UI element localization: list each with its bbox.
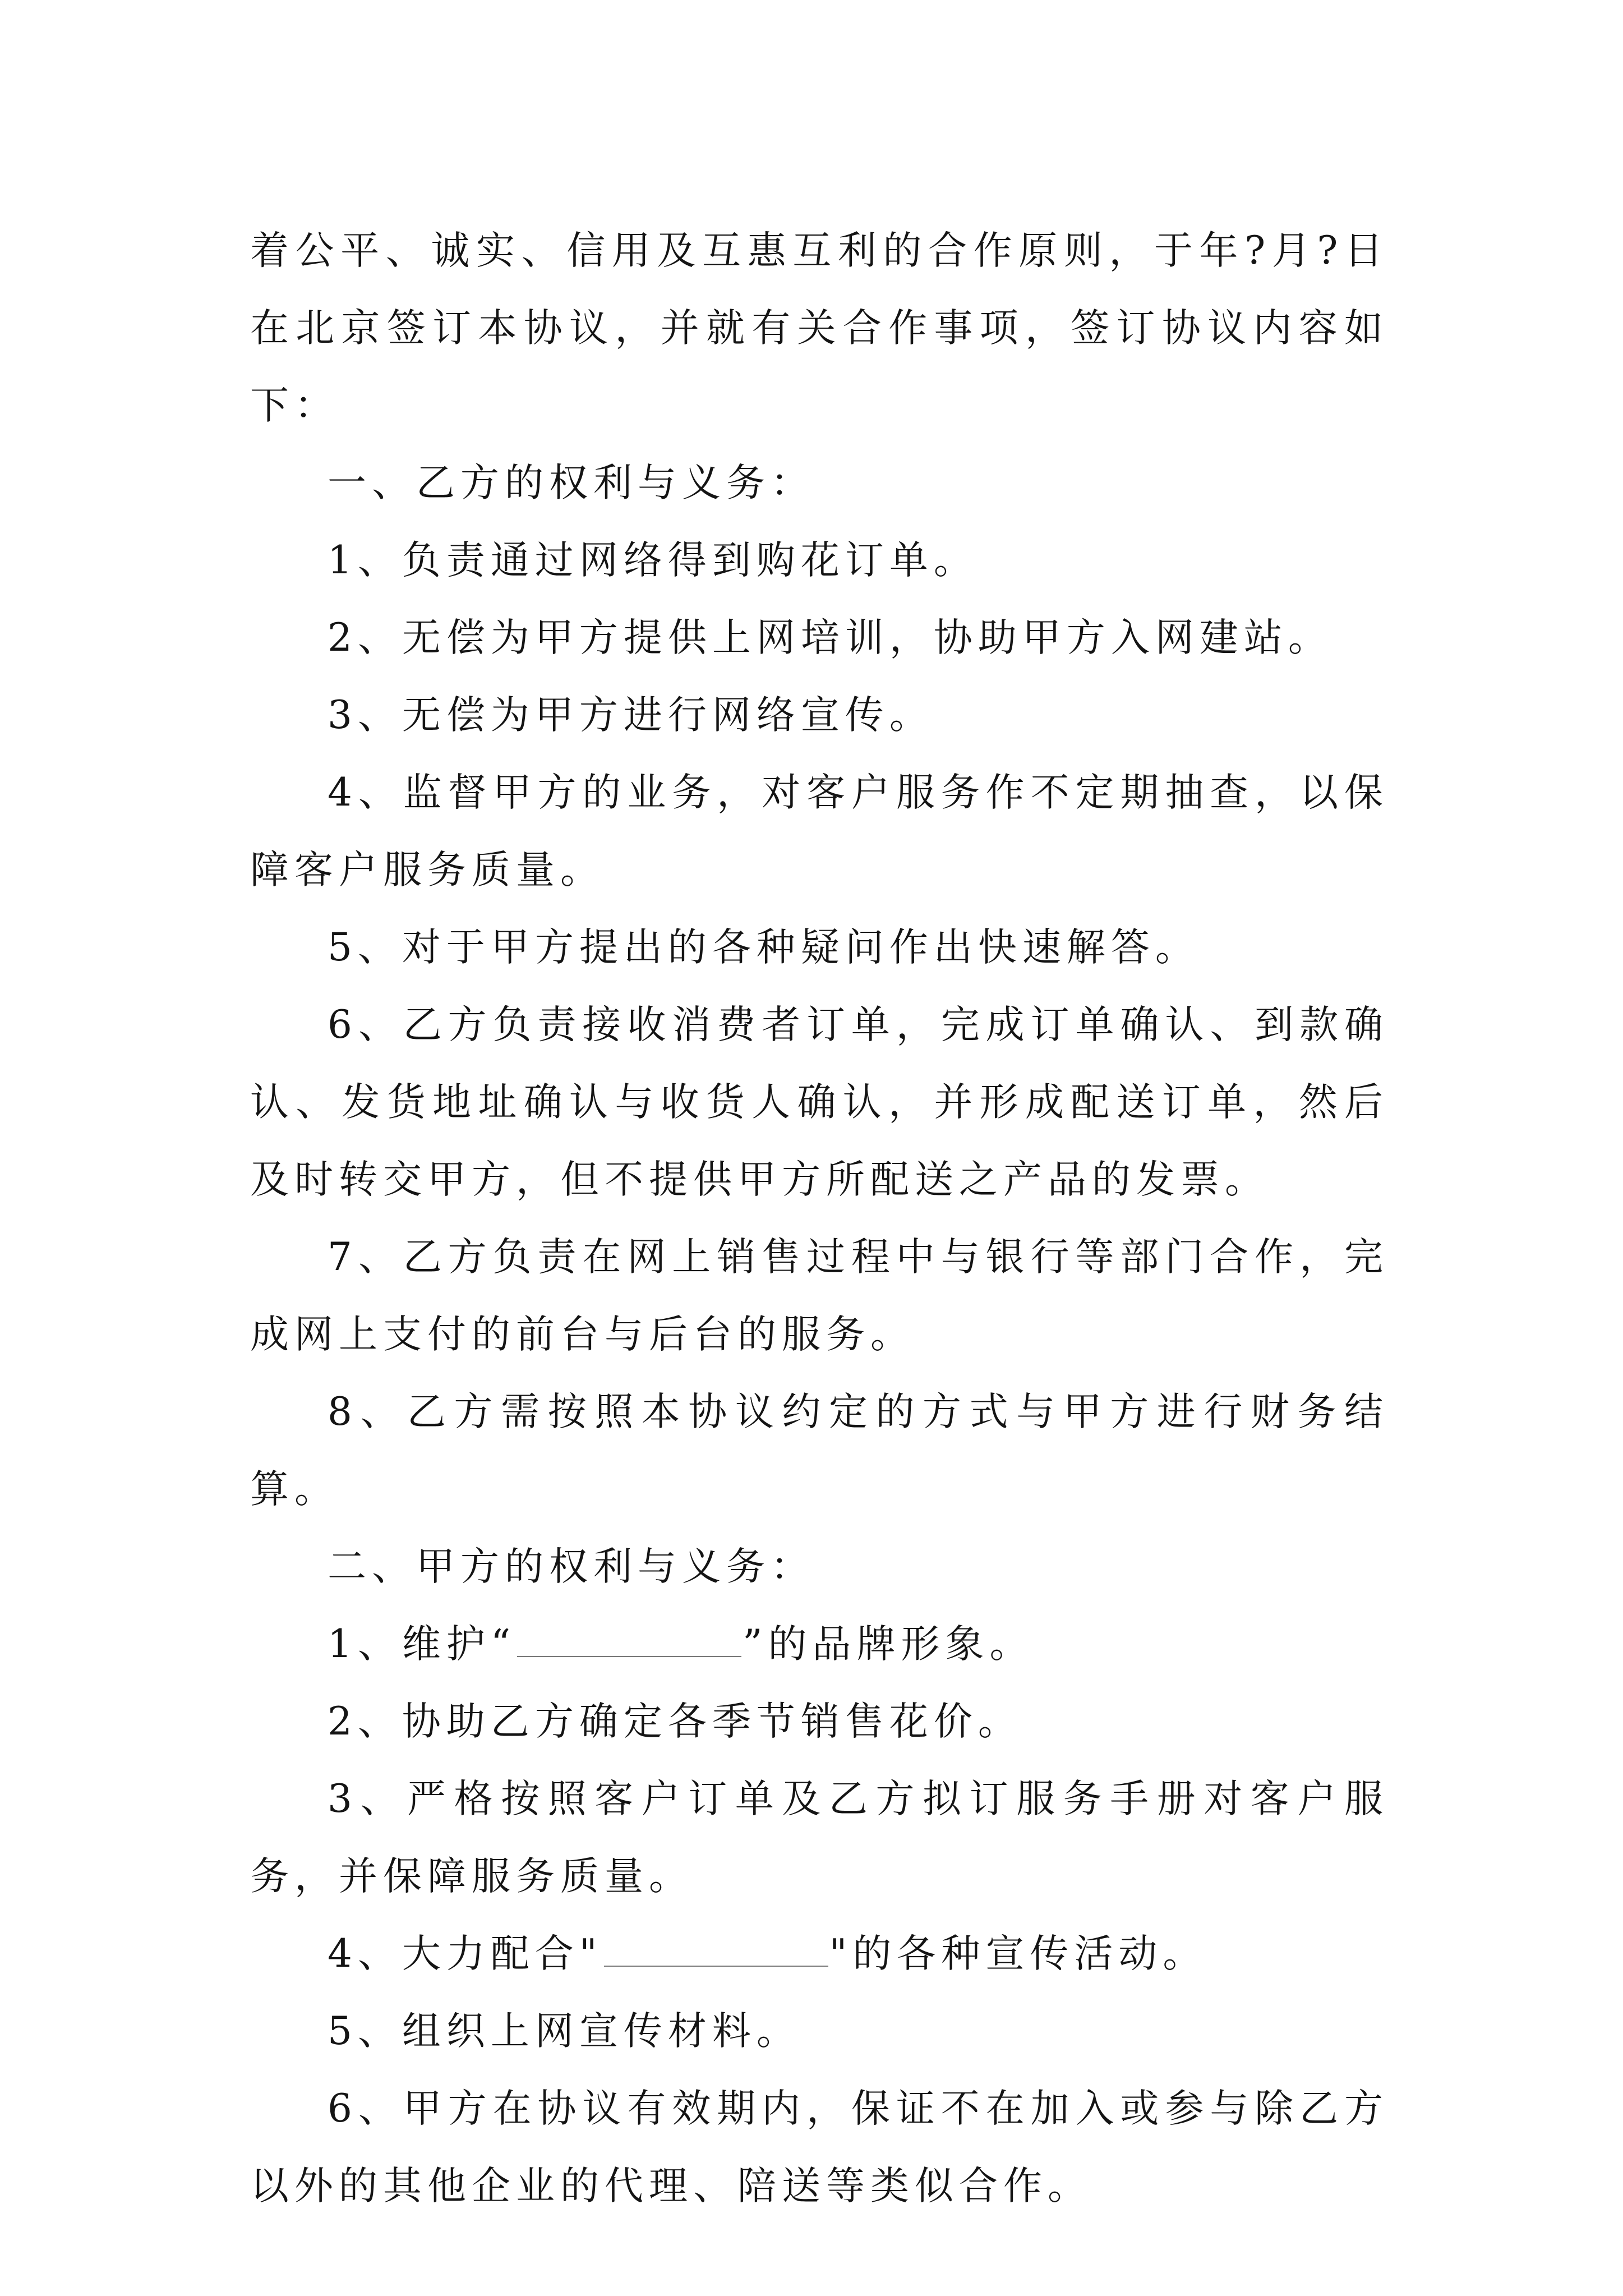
list-item: 2、协助乙方确定各季节销售花价。 — [328, 1699, 1022, 1744]
blank-item-suffix: ”的品牌形象。 — [743, 1622, 1034, 1667]
section-heading-party-a: 二、甲方的权利与义务： — [328, 1544, 815, 1589]
blank-item-prefix: 4、大力配合" — [328, 1931, 603, 1976]
list-item: 5、对于甲方提出的各种疑问作出快速解答。 — [328, 925, 1200, 970]
list-item: 5、组织上网宣传材料。 — [328, 2009, 801, 2054]
document-body — [250, 212, 1389, 2225]
fill-in-blank — [604, 1963, 828, 1967]
paragraph-intro: 着公平、诚实、信用及互惠互利的合作原则，于年?月?日在北京签订本协议，并就有关合作事项，签订协议内容如下： — [250, 228, 1389, 428]
blank-item-suffix: "的各种宣传活动。 — [829, 1931, 1207, 1976]
list-item: 7、乙方负责在网上销售过程中与银行等部门合作，完成网上支付的前台与后台的服务。 — [250, 1235, 1389, 1357]
list-item: 2、无偿为甲方提供上网培训，协助甲方入网建站。 — [328, 615, 1332, 660]
list-item: 3、严格按照客户订单及乙方拟订服务手册对客户服务，并保障服务质量。 — [250, 1777, 1389, 1899]
list-item: 3、无偿为甲方进行网络宣传。 — [328, 693, 934, 738]
list-item: 8、乙方需按照本协议约定的方式与甲方进行财务结算。 — [250, 1389, 1389, 1512]
section-heading-party-b: 一、乙方的权利与义务： — [328, 461, 815, 505]
list-item: 6、乙方负责接收消费者订单，完成订单确认、到款确认、发货地址确认与收货人确认，并形成配送订单，然后及时转交甲方，但不提供甲方所配送之产品的发票。 — [250, 1002, 1389, 1202]
list-item-with-blank — [250, 1605, 1389, 1683]
list-item: 4、监督甲方的业务，对客户服务作不定期抽查，以保障客户服务质量。 — [250, 770, 1389, 892]
list-item: 1、负责通过网络得到购花订单。 — [328, 538, 978, 583]
list-item-with-blank — [250, 1915, 1389, 1993]
fill-in-blank — [517, 1654, 741, 1657]
list-item: 6、甲方在协议有效期内，保证不在加入或参与除乙方以外的其他企业的代理、陪送等类似合作。 — [250, 2086, 1389, 2208]
blank-item-prefix: 1、维护“ — [328, 1622, 517, 1667]
